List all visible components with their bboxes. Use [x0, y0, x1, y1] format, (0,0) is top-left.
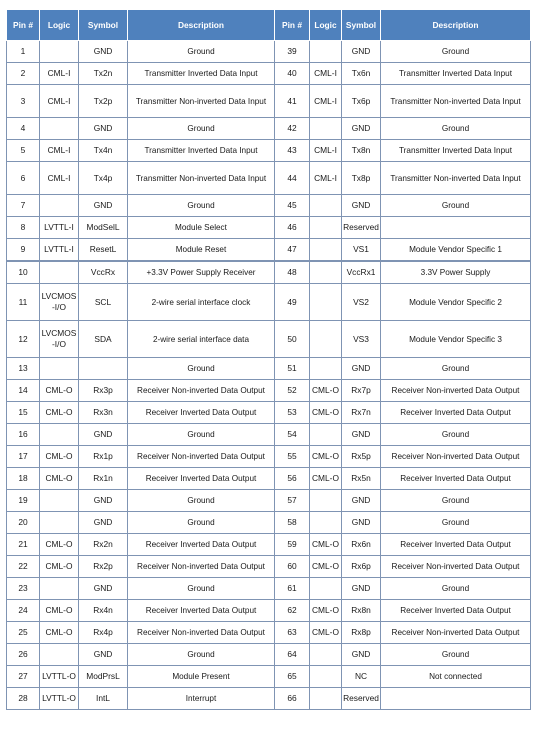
table-row — [7, 468, 531, 490]
symbol-cell: GND — [342, 195, 381, 217]
pin-number-cell: 18 — [7, 468, 40, 490]
pin-number-cell: 52 — [275, 380, 310, 402]
description-cell: Ground — [128, 490, 275, 512]
table-row — [7, 688, 531, 710]
pin-number-cell: 21 — [7, 534, 40, 556]
description-cell: +3.3V Power Supply Receiver — [128, 261, 275, 284]
description-cell: Receiver Inverted Data Output — [381, 402, 531, 424]
logic-cell: CML-O — [40, 556, 79, 578]
logic-cell — [310, 217, 342, 239]
pin-number-cell: 9 — [7, 239, 40, 262]
logic-cell: CML-O — [40, 534, 79, 556]
symbol-cell: Rx4n — [79, 600, 128, 622]
pin-number-cell: 6 — [7, 162, 40, 195]
description-cell: 3.3V Power Supply — [381, 261, 531, 284]
symbol-cell: Tx6p — [342, 85, 381, 118]
logic-cell: CML-O — [40, 380, 79, 402]
description-cell: Receiver Non-inverted Data Output — [381, 380, 531, 402]
pin-number-cell: 46 — [275, 217, 310, 239]
logic-cell — [40, 512, 79, 534]
symbol-cell: GND — [342, 644, 381, 666]
description-cell: Ground — [381, 490, 531, 512]
symbol-cell: GND — [342, 358, 381, 380]
symbol-cell: GND — [342, 490, 381, 512]
pin-number-cell: 10 — [7, 261, 40, 284]
description-cell: Receiver Inverted Data Output — [381, 468, 531, 490]
logic-cell: CML-O — [40, 402, 79, 424]
description-cell: Ground — [128, 512, 275, 534]
pin-number-cell: 4 — [7, 118, 40, 140]
table-row — [7, 622, 531, 644]
description-cell: Transmitter Non-inverted Data Input — [381, 162, 531, 195]
logic-cell — [310, 358, 342, 380]
symbol-cell: GND — [342, 118, 381, 140]
description-cell: Receiver Inverted Data Output — [128, 534, 275, 556]
symbol-cell: Tx2p — [79, 85, 128, 118]
symbol-cell: Rx7n — [342, 402, 381, 424]
symbol-cell: Rx3n — [79, 402, 128, 424]
pin-number-cell: 49 — [275, 284, 310, 321]
pin-number-cell: 47 — [275, 239, 310, 262]
table-row — [7, 446, 531, 468]
description-cell: Interrupt — [128, 688, 275, 710]
pin-number-cell: 3 — [7, 85, 40, 118]
symbol-cell: ModSelL — [79, 217, 128, 239]
pin-number-cell: 19 — [7, 490, 40, 512]
pin-number-cell: 59 — [275, 534, 310, 556]
symbol-cell: Tx4p — [79, 162, 128, 195]
description-cell: Ground — [128, 118, 275, 140]
description-cell: Receiver Non-inverted Data Output — [381, 622, 531, 644]
description-cell: Receiver Inverted Data Output — [128, 402, 275, 424]
logic-cell — [40, 358, 79, 380]
description-cell — [381, 217, 531, 239]
logic-cell: CML-O — [40, 468, 79, 490]
description-cell: Receiver Non-inverted Data Output — [128, 622, 275, 644]
pin-number-cell: 22 — [7, 556, 40, 578]
logic-cell — [310, 578, 342, 600]
pin-number-cell: 24 — [7, 600, 40, 622]
description-cell: Module Vendor Specific 3 — [381, 321, 531, 358]
logic-cell: CML-I — [40, 85, 79, 118]
logic-cell — [310, 261, 342, 284]
pin-number-cell: 41 — [275, 85, 310, 118]
description-cell: Ground — [381, 41, 531, 63]
logic-cell: LVCMOS -I/O — [40, 321, 79, 358]
pin-number-cell: 12 — [7, 321, 40, 358]
description-cell: Receiver Inverted Data Output — [128, 468, 275, 490]
logic-cell — [40, 195, 79, 217]
logic-cell: CML-I — [40, 162, 79, 195]
pin-number-cell: 45 — [275, 195, 310, 217]
description-cell: Ground — [381, 118, 531, 140]
pin-number-cell: 26 — [7, 644, 40, 666]
description-cell: Ground — [381, 512, 531, 534]
description-cell: 2-wire serial interface clock — [128, 284, 275, 321]
symbol-cell: Rx2n — [79, 534, 128, 556]
logic-cell: CML-O — [40, 622, 79, 644]
pin-assignment-table — [6, 9, 531, 710]
symbol-cell: Tx4n — [79, 140, 128, 162]
logic-cell — [310, 666, 342, 688]
symbol-cell: Rx5n — [342, 468, 381, 490]
header-logic-left: Logic — [40, 10, 79, 41]
symbol-cell: GND — [79, 118, 128, 140]
pin-number-cell: 66 — [275, 688, 310, 710]
pin-number-cell: 42 — [275, 118, 310, 140]
table-row — [7, 490, 531, 512]
pin-number-cell: 57 — [275, 490, 310, 512]
pin-number-cell: 16 — [7, 424, 40, 446]
logic-cell — [40, 261, 79, 284]
logic-cell — [310, 688, 342, 710]
pin-number-cell: 13 — [7, 358, 40, 380]
pin-number-cell: 44 — [275, 162, 310, 195]
logic-cell: CML-O — [310, 556, 342, 578]
logic-cell: CML-I — [40, 140, 79, 162]
symbol-cell: VS2 — [342, 284, 381, 321]
symbol-cell: Tx2n — [79, 63, 128, 85]
table-row — [7, 284, 531, 321]
description-cell: Transmitter Inverted Data Input — [128, 140, 275, 162]
logic-cell: CML-O — [310, 468, 342, 490]
logic-cell: LVTTL-I — [40, 217, 79, 239]
symbol-cell: IntL — [79, 688, 128, 710]
symbol-cell: GND — [79, 644, 128, 666]
symbol-cell: GND — [79, 490, 128, 512]
symbol-cell: Rx3p — [79, 380, 128, 402]
logic-cell — [40, 424, 79, 446]
logic-cell — [310, 284, 342, 321]
description-cell: Transmitter Inverted Data Input — [381, 63, 531, 85]
logic-cell — [310, 644, 342, 666]
symbol-cell: Rx2p — [79, 556, 128, 578]
description-cell: Ground — [381, 358, 531, 380]
symbol-cell: Reserved — [342, 688, 381, 710]
symbol-cell: SCL — [79, 284, 128, 321]
logic-cell: CML-O — [310, 402, 342, 424]
symbol-cell: Rx8n — [342, 600, 381, 622]
logic-cell: LVTTL-I — [40, 239, 79, 262]
logic-cell: CML-O — [310, 622, 342, 644]
pin-number-cell: 40 — [275, 63, 310, 85]
description-cell — [381, 688, 531, 710]
pin-number-cell: 28 — [7, 688, 40, 710]
description-cell: Receiver Non-inverted Data Output — [128, 556, 275, 578]
table-row — [7, 666, 531, 688]
description-cell: Ground — [381, 644, 531, 666]
header-logic-right: Logic — [310, 10, 342, 41]
description-cell: Receiver Inverted Data Output — [381, 600, 531, 622]
description-cell: Ground — [128, 644, 275, 666]
table-row — [7, 118, 531, 140]
header-pin-right: Pin # — [275, 10, 310, 41]
description-cell: Transmitter Non-inverted Data Input — [381, 85, 531, 118]
pin-number-cell: 8 — [7, 217, 40, 239]
description-cell: Module Vendor Specific 2 — [381, 284, 531, 321]
symbol-cell: GND — [342, 41, 381, 63]
pin-number-cell: 1 — [7, 41, 40, 63]
description-cell: Ground — [128, 424, 275, 446]
table-row — [7, 85, 531, 118]
symbol-cell: SDA — [79, 321, 128, 358]
symbol-cell: Reserved — [342, 217, 381, 239]
pin-number-cell: 23 — [7, 578, 40, 600]
pin-number-cell: 11 — [7, 284, 40, 321]
pin-number-cell: 65 — [275, 666, 310, 688]
symbol-cell: Rx7p — [342, 380, 381, 402]
header-symbol-right: Symbol — [342, 10, 381, 41]
pin-number-cell: 51 — [275, 358, 310, 380]
symbol-cell: Tx6n — [342, 63, 381, 85]
description-cell: Receiver Non-inverted Data Output — [128, 380, 275, 402]
logic-cell — [40, 578, 79, 600]
table-row — [7, 512, 531, 534]
pin-number-cell: 56 — [275, 468, 310, 490]
header-pin-left: Pin # — [7, 10, 40, 41]
description-cell: Transmitter Non-inverted Data Input — [128, 85, 275, 118]
logic-cell — [40, 490, 79, 512]
description-cell: Ground — [381, 195, 531, 217]
logic-cell: CML-O — [40, 446, 79, 468]
description-cell: Transmitter Non-inverted Data Input — [128, 162, 275, 195]
description-cell: Module Select — [128, 217, 275, 239]
pin-number-cell: 2 — [7, 63, 40, 85]
symbol-cell: GND — [342, 424, 381, 446]
symbol-cell: Rx4p — [79, 622, 128, 644]
pin-number-cell: 48 — [275, 261, 310, 284]
logic-cell: LVTTL-O — [40, 688, 79, 710]
description-cell: Module Present — [128, 666, 275, 688]
description-cell: Transmitter Inverted Data Input — [128, 63, 275, 85]
symbol-cell: Rx8p — [342, 622, 381, 644]
symbol-cell: VccRx1 — [342, 261, 381, 284]
description-cell: 2-wire serial interface data — [128, 321, 275, 358]
logic-cell — [310, 41, 342, 63]
description-cell: Not connected — [381, 666, 531, 688]
table-header-row — [7, 10, 531, 41]
description-cell: Receiver Inverted Data Output — [381, 534, 531, 556]
table-row — [7, 600, 531, 622]
logic-cell — [310, 118, 342, 140]
logic-cell: CML-I — [40, 63, 79, 85]
pin-number-cell: 55 — [275, 446, 310, 468]
symbol-cell: Tx8p — [342, 162, 381, 195]
symbol-cell: GND — [79, 512, 128, 534]
description-cell: Ground — [128, 195, 275, 217]
table-body — [7, 41, 531, 710]
logic-cell — [40, 644, 79, 666]
pin-number-cell: 54 — [275, 424, 310, 446]
pin-number-cell: 5 — [7, 140, 40, 162]
table-row — [7, 239, 531, 262]
pin-number-cell: 63 — [275, 622, 310, 644]
symbol-cell: Rx1p — [79, 446, 128, 468]
pin-number-cell: 58 — [275, 512, 310, 534]
logic-cell — [310, 321, 342, 358]
logic-cell: LVTTL-O — [40, 666, 79, 688]
pin-number-cell: 7 — [7, 195, 40, 217]
pin-number-cell: 17 — [7, 446, 40, 468]
symbol-cell — [79, 358, 128, 380]
pin-number-cell: 50 — [275, 321, 310, 358]
table-row — [7, 41, 531, 63]
pin-number-cell: 25 — [7, 622, 40, 644]
description-cell: Receiver Inverted Data Output — [128, 600, 275, 622]
logic-cell: CML-O — [310, 446, 342, 468]
description-cell: Ground — [128, 578, 275, 600]
logic-cell: CML-I — [310, 162, 342, 195]
symbol-cell: ModPrsL — [79, 666, 128, 688]
table-row — [7, 321, 531, 358]
pin-number-cell: 43 — [275, 140, 310, 162]
logic-cell — [310, 239, 342, 262]
symbol-cell: Rx6p — [342, 556, 381, 578]
pin-number-cell: 64 — [275, 644, 310, 666]
table-row — [7, 424, 531, 446]
symbol-cell: GND — [79, 578, 128, 600]
logic-cell: LVCMOS -I/O — [40, 284, 79, 321]
symbol-cell: GND — [342, 512, 381, 534]
table-row — [7, 358, 531, 380]
description-cell: Receiver Non-inverted Data Output — [128, 446, 275, 468]
header-symbol-left: Symbol — [79, 10, 128, 41]
logic-cell: CML-O — [40, 600, 79, 622]
symbol-cell: VS1 — [342, 239, 381, 262]
table-row — [7, 556, 531, 578]
symbol-cell: GND — [79, 41, 128, 63]
pin-number-cell: 39 — [275, 41, 310, 63]
pin-number-cell: 60 — [275, 556, 310, 578]
symbol-cell: GND — [79, 424, 128, 446]
symbol-cell: ResetL — [79, 239, 128, 262]
table-row — [7, 140, 531, 162]
description-cell: Ground — [128, 358, 275, 380]
table-row — [7, 162, 531, 195]
pin-number-cell: 61 — [275, 578, 310, 600]
logic-cell — [40, 118, 79, 140]
logic-cell: CML-I — [310, 63, 342, 85]
logic-cell — [40, 41, 79, 63]
table-row — [7, 402, 531, 424]
pin-number-cell: 20 — [7, 512, 40, 534]
table-row — [7, 534, 531, 556]
logic-cell — [310, 490, 342, 512]
symbol-cell: Rx5p — [342, 446, 381, 468]
header-description-left: Description — [128, 10, 275, 41]
symbol-cell: Rx6n — [342, 534, 381, 556]
symbol-cell: NC — [342, 666, 381, 688]
symbol-cell: VS3 — [342, 321, 381, 358]
table-row — [7, 644, 531, 666]
logic-cell: CML-O — [310, 380, 342, 402]
pin-number-cell: 15 — [7, 402, 40, 424]
symbol-cell: GND — [342, 578, 381, 600]
pin-number-cell: 27 — [7, 666, 40, 688]
pin-number-cell: 53 — [275, 402, 310, 424]
table-row — [7, 63, 531, 85]
logic-cell: CML-I — [310, 85, 342, 118]
table-row — [7, 195, 531, 217]
pin-number-cell: 14 — [7, 380, 40, 402]
description-cell: Module Vendor Specific 1 — [381, 239, 531, 262]
logic-cell: CML-O — [310, 534, 342, 556]
table-row — [7, 380, 531, 402]
logic-cell: CML-I — [310, 140, 342, 162]
symbol-cell: Rx1n — [79, 468, 128, 490]
symbol-cell: Tx8n — [342, 140, 381, 162]
logic-cell: CML-O — [310, 600, 342, 622]
logic-cell — [310, 512, 342, 534]
description-cell: Ground — [381, 424, 531, 446]
symbol-cell: VccRx — [79, 261, 128, 284]
description-cell: Transmitter Inverted Data Input — [381, 140, 531, 162]
table-row — [7, 261, 531, 284]
logic-cell — [310, 195, 342, 217]
symbol-cell: GND — [79, 195, 128, 217]
description-cell: Ground — [128, 41, 275, 63]
description-cell: Receiver Non-inverted Data Output — [381, 556, 531, 578]
description-cell: Module Reset — [128, 239, 275, 262]
description-cell: Receiver Non-inverted Data Output — [381, 446, 531, 468]
table-row — [7, 217, 531, 239]
description-cell: Ground — [381, 578, 531, 600]
logic-cell — [310, 424, 342, 446]
header-description-right: Description — [381, 10, 531, 41]
pin-number-cell: 62 — [275, 600, 310, 622]
table-row — [7, 578, 531, 600]
